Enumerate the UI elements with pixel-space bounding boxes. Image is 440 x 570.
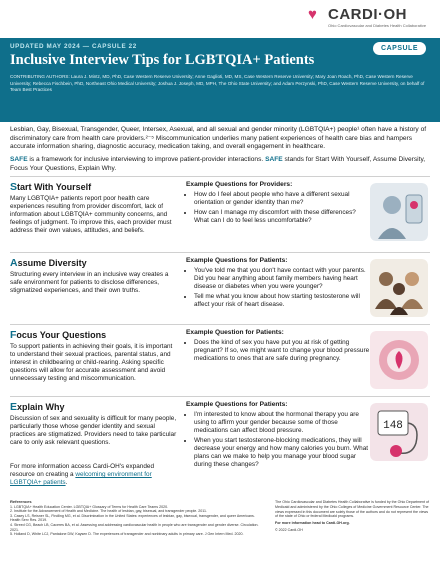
section-title-rest: ocus Your Questions xyxy=(16,330,107,340)
bp-reading: 148 xyxy=(383,420,403,432)
section-body: Structuring every interview in an inclusive way creates a safe environment for patients to disclose differences, stigmatized experiences, and their own truths. xyxy=(10,271,169,294)
section-initial: E xyxy=(10,401,18,413)
section-title-rest: xplain Why xyxy=(17,402,65,412)
section-body: Discussion of sex and sexuality is difficult for many people, particularly those whose gender identity and sexual practices are stigmatized. Providers need to take particular care to only ask relevant questions. xyxy=(10,415,177,446)
references xyxy=(10,500,260,537)
section-title xyxy=(10,181,91,193)
section-focus-your-questions xyxy=(10,324,430,397)
pregnancy-icon xyxy=(370,331,428,389)
welcoming-environment-link[interactable]: welcoming environment for LGBTQIA+ patients xyxy=(10,471,152,486)
reference-item: 2. Institute for the Advancement of Health and Medicine. The health of lesbian, gay, bisexual, and transgender people. 2011. xyxy=(10,509,207,514)
examples-heading: Example Question for Patients: xyxy=(186,329,284,336)
examples-list xyxy=(186,411,370,471)
section-title-rest: tart With Yourself xyxy=(17,182,92,192)
list-item: • Does the kind of sex you have put you at risk of getting pregnant? If so, we might want to change your blood pressure medications to ones that are safe during pregnancy. xyxy=(194,339,370,363)
section-title xyxy=(10,401,65,413)
list-item: • I'm interested to know about the hormonal therapy you are using to affirm your gender because some of those medications can affect blood pressure. xyxy=(194,411,370,435)
safe-text-1: is a framework for inclusive interviewing to improve patient-provider interactions. xyxy=(27,156,266,163)
examples-heading: Example Questions for Providers: xyxy=(186,181,293,188)
logo-text: CARDI·OH xyxy=(328,6,407,23)
safe-word-2: SAFE xyxy=(265,156,283,163)
section-initial: F xyxy=(10,329,17,341)
header-banner xyxy=(0,0,440,122)
examples-list xyxy=(186,339,370,365)
examples-heading: Example Questions for Patients: xyxy=(186,401,288,408)
logo-bar xyxy=(0,0,440,38)
blood-pressure-icon xyxy=(370,403,428,461)
section-explain-why xyxy=(10,396,430,501)
safe-intro xyxy=(10,156,430,173)
section-initial: S xyxy=(10,181,18,193)
section-body: Many LGBTQIA+ patients report poor health care experiences resulting from provider discomfort, lack of information about LGBTQIA+ community concerns, and feelings of judgment. To improve this, each provider must address their own values, attitudes, and beliefs. xyxy=(10,195,172,234)
updated-label: UPDATED MAY 2024 — CAPSULE 22 xyxy=(10,43,137,50)
section-body: To support patients in achieving their goals, it is important to understand their sexual practices, parental status, and interest in childbearing or child-rearing. Asking specific questions will allow for accurate assessment and avoid unnecessary testing and miscommunication. xyxy=(10,343,173,382)
self-reflection-icon xyxy=(370,183,428,241)
examples-list xyxy=(186,267,370,311)
reference-item: 5. Holland D, White LCJ, Pantalone DW, Kaysen D. The experiences of transgender and nonbinary adults in primary care. J Gen Intern Med. 2020. xyxy=(10,532,244,537)
contributing-authors: CONTRIBUTING AUTHORS: Laura J. Mintz, MD, PhD, Case Western Reserve University; Anne Gaglioti, MD, MS, Case Western Reserve University; Mary Joan Roach, PhD, Case Western Reserve University; Rebecca Fischbein, PhD, Northeast Ohio Medical University; Joshua J. Joseph, MD, MPH, The Ohio State University; and Adam Perzynski, PhD, Case Western Reserve University, on behalf of Team Best Practices xyxy=(10,74,425,93)
diverse-people-icon xyxy=(370,259,428,317)
safe-word: SAFE xyxy=(10,156,28,163)
disclaimer xyxy=(275,500,430,533)
reference-item: 4. Streed CG, Beach LB, Caceres BA, et al. Assessing and addressing cardiovascular health in people who are transgender and gender diverse. Circulation. 2021. xyxy=(10,522,259,532)
heart-icon: ♥ xyxy=(308,6,317,23)
reference-item: 1. LGBTQIA+ Health Education Center. LGBTQIA+ Glossary of Terms for Health Care Teams 2020. xyxy=(10,504,169,509)
logo-subtitle: Ohio Cardiovascular and Diabetes Health Collaborative xyxy=(328,23,427,28)
list-item: • You've told me that you don't have contact with your parents. Did you hear anything about family members having heart disease or diabetes when you were younger? xyxy=(194,267,370,291)
section-title xyxy=(10,257,87,269)
cardi-oh-logo xyxy=(308,6,428,34)
list-item: • How do I feel about people who have a different sexual orientation or gender identity than me? xyxy=(194,191,370,207)
copyright: © 2022 Cardi-OH xyxy=(275,527,303,532)
intro-paragraph: Lesbian, Gay, Bisexual, Transgender, Queer, Intersex, Asexual, and all sexual and gender minority (LGBTQIA+) people¹ often have a history of discriminatory care from health care providers.²⁻⁵ Miscommunication underlies many patient experiences of health care bias and hampers accurate information sharing, diagnostic accuracy, medication taking, and overall engagement in healthcare. xyxy=(10,126,427,151)
examples-list xyxy=(186,191,370,227)
reference-item: 3. Casey LS, Reisner SL, Findling MG, et al. Discrimination in the United States: experiences of lesbian, gay, bisexual, transgender, and queer Americans. Health Serv Res. 2019. xyxy=(10,513,255,523)
section-initial: A xyxy=(10,257,18,269)
section-title xyxy=(10,329,106,341)
section-start-with-yourself xyxy=(10,176,430,253)
disclaimer-text: The Ohio Cardiovascular and Diabetes Health Collaborative is funded by the Ohio Department of Medicaid and administered by the Ohio Colleges of Medicine Government Resource Center. The views expressed in this document are solely those of the authors and do not represent the views of the state of Ohio or federal Medicaid programs. xyxy=(275,500,430,519)
page-title: Inclusive Interview Tips for LGBTQIA+ Patients xyxy=(10,52,315,68)
section-assume-diversity xyxy=(10,252,430,325)
more-info xyxy=(10,463,178,487)
references-title: References xyxy=(10,499,32,504)
more-info-text: For more information access Cardi-OH's expanded resource on creating a xyxy=(10,463,155,478)
examples-heading: Example Questions for Patients: xyxy=(186,257,288,264)
list-item: • How can I manage my discomfort with these differences? What can I do to feel less uncomfortable? xyxy=(194,209,370,225)
list-item: • When you start testosterone-blocking medications, they will decrease your energy and how many calories you burn. What plans can we make to help you manage your blood sugar during these changes? xyxy=(194,437,370,469)
section-title-rest: ssume Diversity xyxy=(17,258,87,268)
capsule-badge: CAPSULE xyxy=(373,42,426,55)
safe-text-2: stands for Start With Yourself, Assume Diversity, Focus Your Questions, Explain Why. xyxy=(10,156,426,172)
more-info-end: . xyxy=(65,479,68,486)
list-item: • Tell me what you know about how starting testosterone will affect your risk of heart disease. xyxy=(194,293,370,309)
more-info-site: For more information head to Cardi-OH.org. xyxy=(275,521,350,526)
